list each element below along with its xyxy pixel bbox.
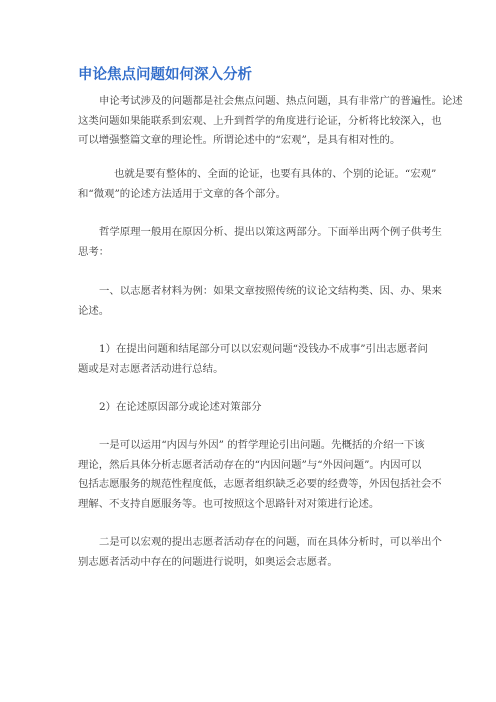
document-title: 申论焦点问题如何深入分析 xyxy=(78,67,252,83)
paragraph-line: 二是可以宏观的提出志愿者活动存在的问题，而在具体分析时，可以举出个 xyxy=(99,536,442,548)
paragraph-example-one xyxy=(78,282,442,321)
paragraph-line: 2）在论述原因部分或论述对策部分 xyxy=(99,401,262,413)
paragraph-line: 思考： xyxy=(78,245,110,258)
paragraph-point-2 xyxy=(78,398,424,418)
paragraph-line: 1）在提出问题和结尾部分可以以宏观问题“没钱办不成事”引出志愿者问 xyxy=(99,343,428,355)
paragraph-line: 和“微观”的论述方法适用于文章的各个部分。 xyxy=(78,187,287,200)
paragraph-internal-external xyxy=(78,436,442,514)
paragraph-macro-problems xyxy=(78,533,442,572)
paragraph-philosophy xyxy=(78,223,442,262)
paragraph-line: 申论考试涉及的问题都是社会焦点问题、热点问题，具有非常广的普遍性。论述 xyxy=(99,95,463,107)
paragraph-line: 理解、不支持自愿服务等。也可按照这个思路针对对策进行论述。 xyxy=(78,497,380,510)
paragraph-line: 包括志愿服务的规范性程度低，志愿者组织缺乏必要的经费等，外因包括社会不 xyxy=(78,478,442,490)
paragraph-point-1 xyxy=(78,340,428,379)
paragraph-line: 论述。 xyxy=(78,304,110,317)
paragraph-intro xyxy=(78,92,463,151)
paragraph-line: 别志愿者活动中存在的问题进行说明，如奥运会志愿者。 xyxy=(78,555,338,568)
paragraph-line: 也就是要有整体的、全面的论证，也要有具体的、个别的论证。“宏观” xyxy=(114,168,437,180)
paragraph-line: 一、以志愿者材料为例：如果文章按照传统的议论文结构类、因、办、果来 xyxy=(99,285,442,297)
paragraph-macro-micro xyxy=(78,165,437,204)
paragraph-line: 可以增强整篇文章的理论性。所谓论述中的“宏观”，是具有相对性的。 xyxy=(78,134,401,146)
paragraph-line: 一是可以运用“内因与外因” 的哲学理论引出问题。先概括的介绍一下该 xyxy=(99,439,425,451)
paragraph-line: 理论，然后具体分析志愿者活动存在的“内因问题”与“外因问题”。内因可以 xyxy=(78,458,422,471)
paragraph-line: 哲学原理一般用在原因分析、提出以策这两部分。下面举出两个例子供考生 xyxy=(99,226,442,238)
paragraph-line: 这类问题如果能联系到宏观、上升到哲学的角度进行论证，分析将比较深入，也 xyxy=(78,114,442,127)
paragraph-line: 题或是对志愿者活动进行总结。 xyxy=(78,362,224,375)
